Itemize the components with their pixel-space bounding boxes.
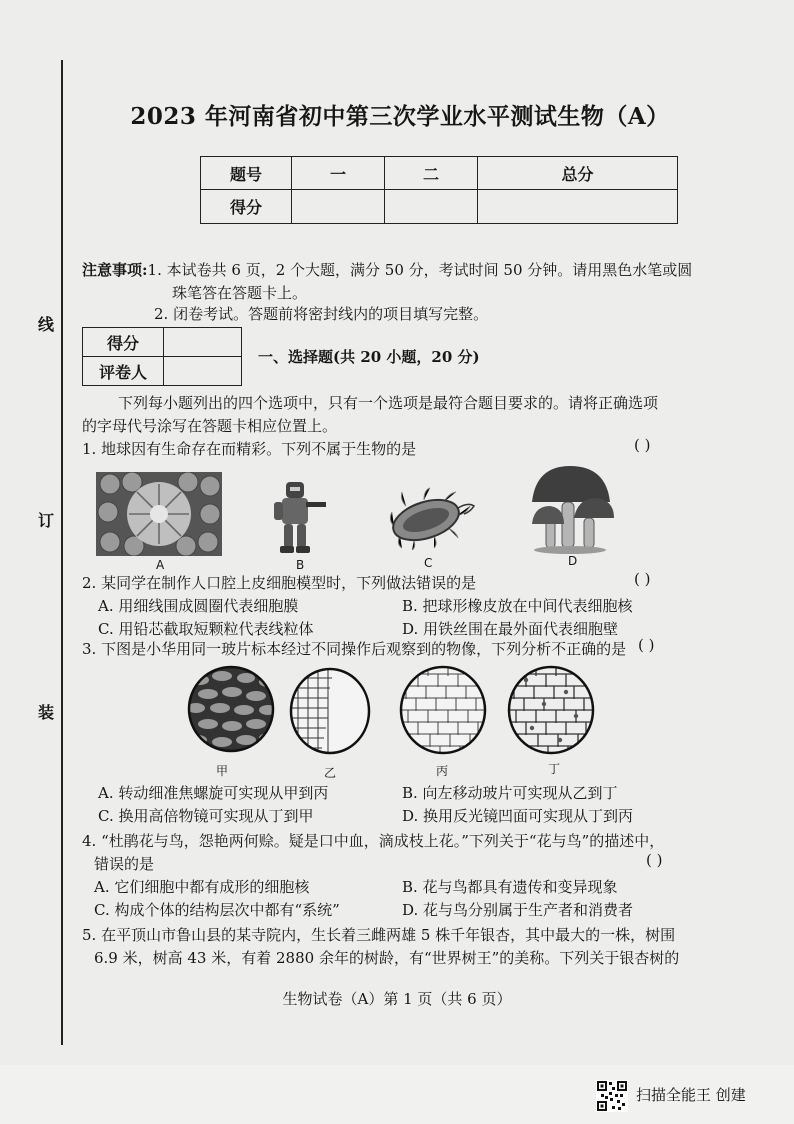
- q3-label-jia: 甲: [216, 764, 229, 778]
- q1-label-a: A: [156, 558, 165, 572]
- q1-label-d: D: [568, 554, 578, 568]
- notes-label: 注意事项:: [82, 261, 148, 279]
- exam-title: 2023 年河南省初中第三次学业水平测试生物（A）: [130, 103, 670, 130]
- q5-stem-line1: 5. 在平顶山市鲁山县的某寺院内，生长着三雌两雄 5 株千年银杏，其中最大的一株，树围: [82, 926, 676, 944]
- q3-option-c: C. 换用高倍物镜可实现从丁到甲: [98, 807, 314, 825]
- q4-option-a: A. 它们细胞中都有成形的细胞核: [94, 878, 310, 896]
- score-table: [200, 156, 678, 224]
- score-header-part2: 二: [385, 157, 478, 190]
- score-row-label: 得分: [201, 190, 292, 224]
- notes-line1: [82, 259, 692, 280]
- q4-stem-line1: 4. “杜鹃花与鸟，怨艳两何赊。疑是口中血，滴成枝上花。”下列关于“花与鸟”的描述中，: [82, 832, 665, 850]
- q1-image-d-mushroom: [526, 462, 616, 554]
- q3-option-a: A. 转动细准焦螺旋可实现从甲到丙: [98, 784, 329, 802]
- q2-answer-paren: ( ): [634, 570, 651, 588]
- notes-item2: 2. 闭卷考试。答题前将密封线内的项目填写完整。: [154, 305, 489, 323]
- section1-intro2: 的字母代号涂写在答题卡相应位置上。: [82, 417, 338, 435]
- grader-table: [82, 327, 242, 386]
- q3-micrograph-jia: [186, 664, 276, 754]
- q2-option-d: D. 用铁丝围在最外面代表细胞壁: [402, 620, 619, 638]
- q3-micrograph-bing: [398, 664, 488, 756]
- binding-char-zhuang: 装: [38, 703, 55, 722]
- q3-label-yi: 乙: [324, 766, 337, 780]
- scanner-watermark-text: 扫描全能王 创建: [636, 1086, 746, 1104]
- score-header-part1: 一: [292, 157, 385, 190]
- notes-item1: 1. 本试卷共 6 页，2 个大题，满分 50 分，考试时间 50 分钟。请用黑色水笔或圆: [147, 261, 693, 279]
- grader-score-cell[interactable]: [164, 328, 242, 357]
- q4-stem-line2: 错误的是: [94, 855, 155, 873]
- grader-name-cell[interactable]: [164, 357, 242, 386]
- q3-micrograph-ding: [506, 664, 596, 756]
- grader-score-label: 得分: [83, 328, 164, 357]
- q1-stem: 1. 地球因有生命存在而精彩。下列不属于生物的是: [82, 440, 417, 458]
- score-header-total: 总分: [478, 157, 678, 190]
- score-cell-part2[interactable]: [385, 190, 478, 224]
- q4-option-b: B. 花与鸟都具有遗传和变异现象: [402, 878, 618, 896]
- q1-image-a-succulent: [96, 472, 222, 556]
- q4-option-c: C. 构成个体的结构层次中都有“系统”: [94, 901, 340, 919]
- q1-answer-paren: ( ): [634, 436, 651, 454]
- q3-option-b: B. 向左移动玻片可实现从乙到丁: [402, 784, 618, 802]
- q1-label-c: C: [424, 556, 433, 570]
- binding-char-ding: 订: [38, 511, 55, 530]
- score-header-number: 题号: [201, 157, 292, 190]
- q1-label-b: B: [296, 558, 305, 572]
- q2-option-a: A. 用细线围成圆圈代表细胞膜: [98, 597, 299, 615]
- q3-option-d: D. 换用反光镜凹面可实现从丁到丙: [402, 807, 634, 825]
- binding-char-xian: 线: [38, 315, 55, 334]
- q2-option-c: C. 用铅芯截取短颗粒代表线粒体: [98, 620, 314, 638]
- q2-stem: 2. 某同学在制作人口腔上皮细胞模型时，下列做法错误的是: [82, 574, 477, 592]
- q1-image-b-robot: [268, 478, 328, 558]
- q4-option-d: D. 花与鸟分别属于生产者和消费者: [402, 901, 634, 919]
- q3-stem: 3. 下图是小华用同一玻片标本经过不同操作后观察到的物像，下列分析不正确的是: [82, 640, 627, 658]
- score-cell-total[interactable]: [478, 190, 678, 224]
- qr-code-icon: [596, 1080, 628, 1112]
- section1-heading: 一、选择题(共 20 小题，20 分): [258, 348, 480, 366]
- grader-name-label: 评卷人: [83, 357, 164, 386]
- q3-label-ding: 丁: [548, 762, 561, 776]
- notes-line1b: 珠笔答在答题卡上。: [172, 284, 308, 302]
- q5-stem-line2: 6.9 米，树高 43 米，有着 2880 余年的树龄，有“世界树王”的美称。下列关于银杏树的: [94, 949, 680, 967]
- q1-image-c-bacterium: [384, 486, 480, 550]
- q3-micrograph-yi: [288, 666, 372, 756]
- page-footer: 生物试卷（A）第 1 页（共 6 页）: [282, 990, 512, 1008]
- q4-answer-paren: ( ): [646, 851, 663, 869]
- score-cell-part1[interactable]: [292, 190, 385, 224]
- section1-intro1: 下列每小题列出的四个选项中，只有一个选项是最符合题目要求的。请将正确选项: [118, 394, 659, 412]
- q3-answer-paren: ( ): [638, 636, 655, 654]
- q2-option-b: B. 把球形橡皮放在中间代表细胞核: [402, 597, 633, 615]
- binding-line: [61, 60, 63, 1045]
- q3-label-bing: 丙: [436, 764, 449, 778]
